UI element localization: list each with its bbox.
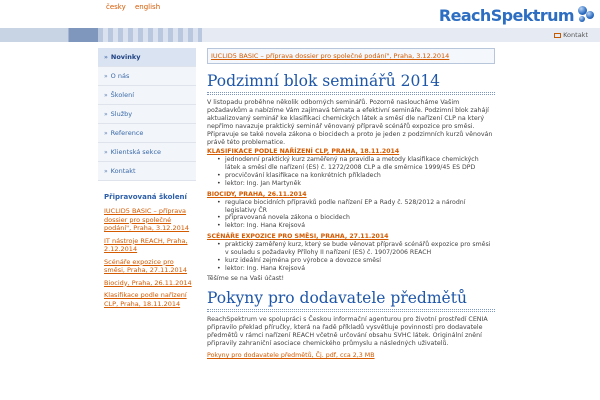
bullet-item: • jednodenní praktický kurz zaměřený na pravidla a metody klasifikace chemických látek a směsí dle nařízení (ES) č. 1272/2008 CLP a dle směrnice 1999/45 ES DPD [217, 156, 495, 172]
nav-label: Školení [110, 91, 135, 99]
top-contact-link[interactable] [554, 31, 588, 39]
chevron-right-icon: » [104, 91, 108, 99]
sidebar [98, 48, 196, 400]
sidebar-news-link[interactable]: Scénáře expozice pro směsi, Praha, 27.11.2014 [104, 257, 187, 274]
news-ticker [207, 48, 495, 64]
download-paragraph [207, 352, 495, 360]
nav-label: O nás [110, 72, 130, 80]
sidebar-news-link[interactable]: IUCLID5 BASIC – příprava dossier pro společné podání", Praha, 3.12.2014 [104, 207, 190, 232]
bullet-item: • připravovaná novela zákona o biocidech [217, 214, 495, 222]
sidebar-news-link[interactable]: Klasifikace podle nařízení CLP, Praha, 18.11.2014 [104, 291, 187, 308]
download-guide-link[interactable]: Pokyny pro dodavatele předmětů, Čj. pdf, cca 2,3 MB [207, 351, 375, 359]
lang-cesky-link[interactable]: česky [106, 3, 126, 11]
nav-label: Novinky [110, 53, 141, 61]
nav-label: Služby [110, 110, 133, 118]
logo-text: ReachSpektrum [438, 6, 574, 25]
article-title: Podzimní blok seminářů 2014 [207, 72, 441, 90]
chevron-right-icon: » [104, 110, 108, 118]
nav-item-sluzby[interactable] [98, 105, 196, 124]
sidebar-news-item [104, 237, 192, 254]
sidebar-news-item [104, 258, 192, 275]
sidebar-news-link[interactable]: Biocidy, Praha, 26.11.2014 [104, 278, 192, 287]
bullet-item: • lektor: Ing. Hana Krejsová [217, 222, 495, 230]
article-2-text: ReachSpektrum ve spolupráci s Českou informační agenturou pro životní prostředí CENIA připravilo překlad příručky, která na řadě příkladů vysvětluje povinnosti pro dodavatele předmětů v rámci nařízení REACH včetně určování obsahu SVHC látek. Originální znění připravily zahraniční asociace chemického průmyslu a následných uživatelů. [207, 315, 488, 347]
bullet-item: • kurz ideální zejména pro výrobce a dovozce směsí [217, 257, 495, 265]
language-switcher [106, 3, 167, 11]
section-bullets [217, 199, 495, 231]
sidebar-news-item [104, 207, 192, 233]
band-stripes [98, 28, 202, 42]
bullet-item: • lektor: Ing. Jan Martyněk [217, 180, 495, 188]
upcoming-trainings-title: Připravovaná školení [104, 193, 187, 201]
logo[interactable] [439, 3, 595, 27]
nav-label: Kontakt [110, 167, 136, 175]
mail-icon [554, 33, 561, 38]
header [0, 0, 600, 28]
bullet-item: • lektor: Ing. Hana Krejsová [217, 265, 495, 273]
band-decoration [0, 28, 98, 42]
title-divider [207, 92, 495, 95]
section-link-scenare[interactable]: SCÉNÁŘE EXPOZICE PRO SMĚSI, PRAHA, 27.11.2014 [207, 233, 389, 241]
title-divider [207, 309, 495, 312]
section-bullets [217, 156, 495, 188]
chevron-right-icon: » [104, 129, 108, 137]
section-link-clp[interactable]: KLASIFIKACE PODLE NAŘÍZENÍ CLP, PRAHA, 18.11.2014 [207, 148, 400, 155]
section-bullets [217, 241, 495, 273]
chevron-right-icon: » [104, 167, 108, 175]
sidebar-news-item [104, 291, 192, 308]
bullet-item: • praktický zaměřený kurz, který se bude věnovat přípravě scénářů expozice pro směsi v souladu s požadavky Přílohy II nařízení (ES) č. 1907/2006 REACH [217, 241, 495, 257]
sidebar-news-link[interactable]: IT nástroje REACH, Praha, 2.12.2014 [104, 236, 188, 253]
bullet-item: • regulace biocidních přípravků podle nařízení EP a Rady č. 528/2012 a národní legislativy ČR [217, 199, 495, 215]
top-contact-label: Kontakt [563, 31, 588, 39]
nav-item-klientska-sekce[interactable] [98, 143, 196, 162]
nav-label: Klientská sekce [110, 148, 162, 156]
nav-label: Reference [110, 129, 144, 137]
nav-item-kontakt[interactable] [98, 162, 196, 181]
nav-item-o-nas[interactable] [98, 67, 196, 86]
article-title-2: Pokyny pro dodavatele předmětů [207, 288, 467, 307]
closing-text: Těšíme se na Vaši účast! [207, 274, 284, 282]
nav-item-reference[interactable] [98, 124, 196, 143]
logo-spheres-icon [575, 3, 595, 25]
nav-item-novinky[interactable] [98, 48, 196, 67]
sidebar-news-item [104, 279, 192, 288]
lang-english-link[interactable]: english [134, 3, 161, 11]
article-intro: V listopadu proběhne několik odborných seminářů. Pozorně nasloucháme Vašim požadavkům a nabízíme Vám zajímavá témata a efektivní semináře. Podzimní blok zahájí aktualizovaný seminář ke klasifikaci chemických látek a směsí dle nařízení CLP na který nepřímo navazuje praktický seminář věnovaný přípravě scénářů expozice pro směsi. Připravuje se také novela zákona o biocidech a proto je jeden z podzimních kurzů věnován právě této problematice. [207, 99, 493, 146]
section-link-biocidy[interactable]: BIOCIDY, PRAHA, 26.11.2014 [207, 190, 307, 198]
nav-item-skoleni[interactable] [98, 86, 196, 105]
chevron-right-icon: » [104, 148, 108, 156]
bullet-item: • procvičování klasifikace na konkrétních příkladech [217, 172, 495, 180]
ticker-link[interactable]: IUCLID5 BASIC – příprava dossier pro společné podání", Praha, 3.12.2014 [211, 52, 450, 60]
chevron-right-icon: » [104, 53, 108, 61]
chevron-right-icon: » [104, 72, 108, 80]
main-content [207, 48, 495, 400]
top-band [0, 28, 600, 42]
